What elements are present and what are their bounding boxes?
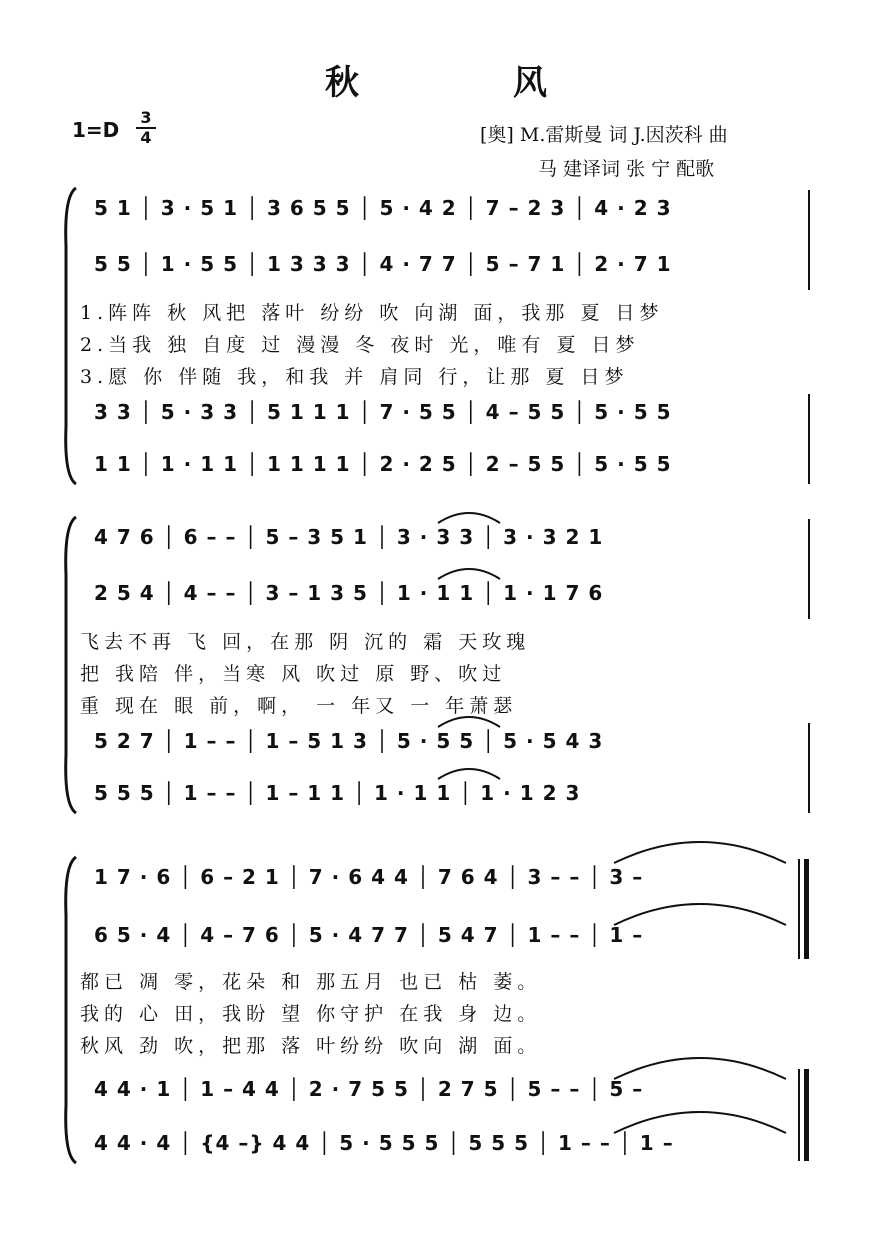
score-system-1 (62, 186, 822, 486)
part-soprano: 5 1 │ 3 · 5 1 │ 3 6 5 5 │ 5 · 4 2 │ 7 – 2 3 │ 4 · 2 3 (94, 196, 672, 220)
part-bass: 5 5 5 │ 1 – – │ 1 – 1 1 │ 1 · 1 1 │ 1 · 1 2 3 (94, 781, 581, 805)
lyric-verse-2: 2.当我 独 自度 过 漫漫 冬 夜时 光，唯有 夏 日梦 (80, 334, 640, 356)
part-alto: 6 5 · 4 │ 4 – 7 6 │ 5 · 4 7 7 │ 5 4 7 │ 1 – – │ 1 – (94, 923, 644, 947)
key-signature: 1=D (72, 118, 120, 142)
lyric-verse-3: 秋风 劲 吹，把那 落 叶纷纷 吹向 湖 面。 (80, 1035, 542, 1057)
score-system-3 (62, 855, 822, 1165)
slur (434, 765, 504, 781)
credits-line-1: [奥] M.雷斯曼 词 J.因茨科 曲 (480, 124, 728, 146)
lyric-verse-3: 重 现在 眼 前，啊， 一 年又 一 年萧瑟 (80, 695, 518, 717)
lyric-verse-1: 飞去不再 飞 回，在那 阴 沉的 霜 天玫瑰 (80, 631, 531, 653)
part-alto: 2 5 4 │ 4 – – │ 3 – 1 3 5 │ 1 · 1 1 │ 1 · 1 7 6 (94, 581, 604, 605)
tie (610, 835, 790, 865)
part-tenor: 4 4 · 1 │ 1 – 4 4 │ 2 · 7 5 5 │ 2 7 5 │ 5 – – │ 5 – (94, 1077, 644, 1101)
credits-line-2: 马 建译词 张 宁 配歌 (538, 158, 715, 180)
part-bass: 1 1 │ 1 · 1 1 │ 1 1 1 1 │ 2 · 2 5 │ 2 – 5 5 │ 5 · 5 5 (94, 452, 672, 476)
lyric-verse-3: 3.愿 你 伴随 我，和我 并 肩同 行，让那 夏 日梦 (80, 366, 629, 388)
part-bass: 4 4 · 4 │ {4 –} 4 4 │ 5 · 5 5 5 │ 5 5 5 │ 1 – – │ 1 – (94, 1131, 674, 1155)
system-bracket (62, 855, 80, 1165)
final-bar-thin (798, 859, 800, 959)
final-bar-thin (798, 1069, 800, 1161)
lyric-verse-1: 都已 凋 零，花朵 和 那五月 也已 枯 萎。 (80, 971, 542, 993)
time-signature-bottom: 4 (140, 128, 152, 147)
system-bracket (62, 186, 80, 486)
time-signature-top: 3 (140, 108, 152, 127)
lyric-verse-2: 把 我陪 伴，当寒 风 吹过 原 野、吹过 (80, 663, 507, 685)
time-signature (136, 110, 156, 146)
bar-line (808, 723, 810, 813)
part-soprano: 4 7 6 │ 6 – – │ 5 – 3 5 1 │ 3 · 3 3 │ 3 · 3 2 1 (94, 525, 604, 549)
slur (434, 565, 504, 581)
song-title: 秋 风 (325, 63, 607, 103)
bar-line (808, 394, 810, 484)
part-alto: 5 5 │ 1 · 5 5 │ 1 3 3 3 │ 4 · 7 7 │ 5 – 7 1 │ 2 · 7 1 (94, 252, 672, 276)
slur (434, 713, 504, 729)
final-bar-thick (804, 1069, 809, 1161)
system-bracket (62, 515, 80, 815)
part-tenor: 3 3 │ 5 · 3 3 │ 5 1 1 1 │ 7 · 5 5 │ 4 – 5 5 │ 5 · 5 5 (94, 400, 672, 424)
final-bar-thick (804, 859, 809, 959)
part-soprano: 1 7 · 6 │ 6 – 2 1 │ 7 · 6 4 4 │ 7 6 4 │ 3 – – │ 3 – (94, 865, 644, 889)
lyric-verse-2: 我的 心 田，我盼 望 你守护 在我 身 边。 (80, 1003, 542, 1025)
bar-line (808, 190, 810, 290)
score-system-2 (62, 515, 822, 815)
lyric-verse-1: 1.阵阵 秋 风把 落叶 纷纷 吹 向湖 面，我那 夏 日梦 (80, 302, 664, 324)
slur (434, 509, 504, 525)
bar-line (808, 519, 810, 619)
part-tenor: 5 2 7 │ 1 – – │ 1 – 5 1 3 │ 5 · 5 5 │ 5 · 5 4 3 (94, 729, 604, 753)
